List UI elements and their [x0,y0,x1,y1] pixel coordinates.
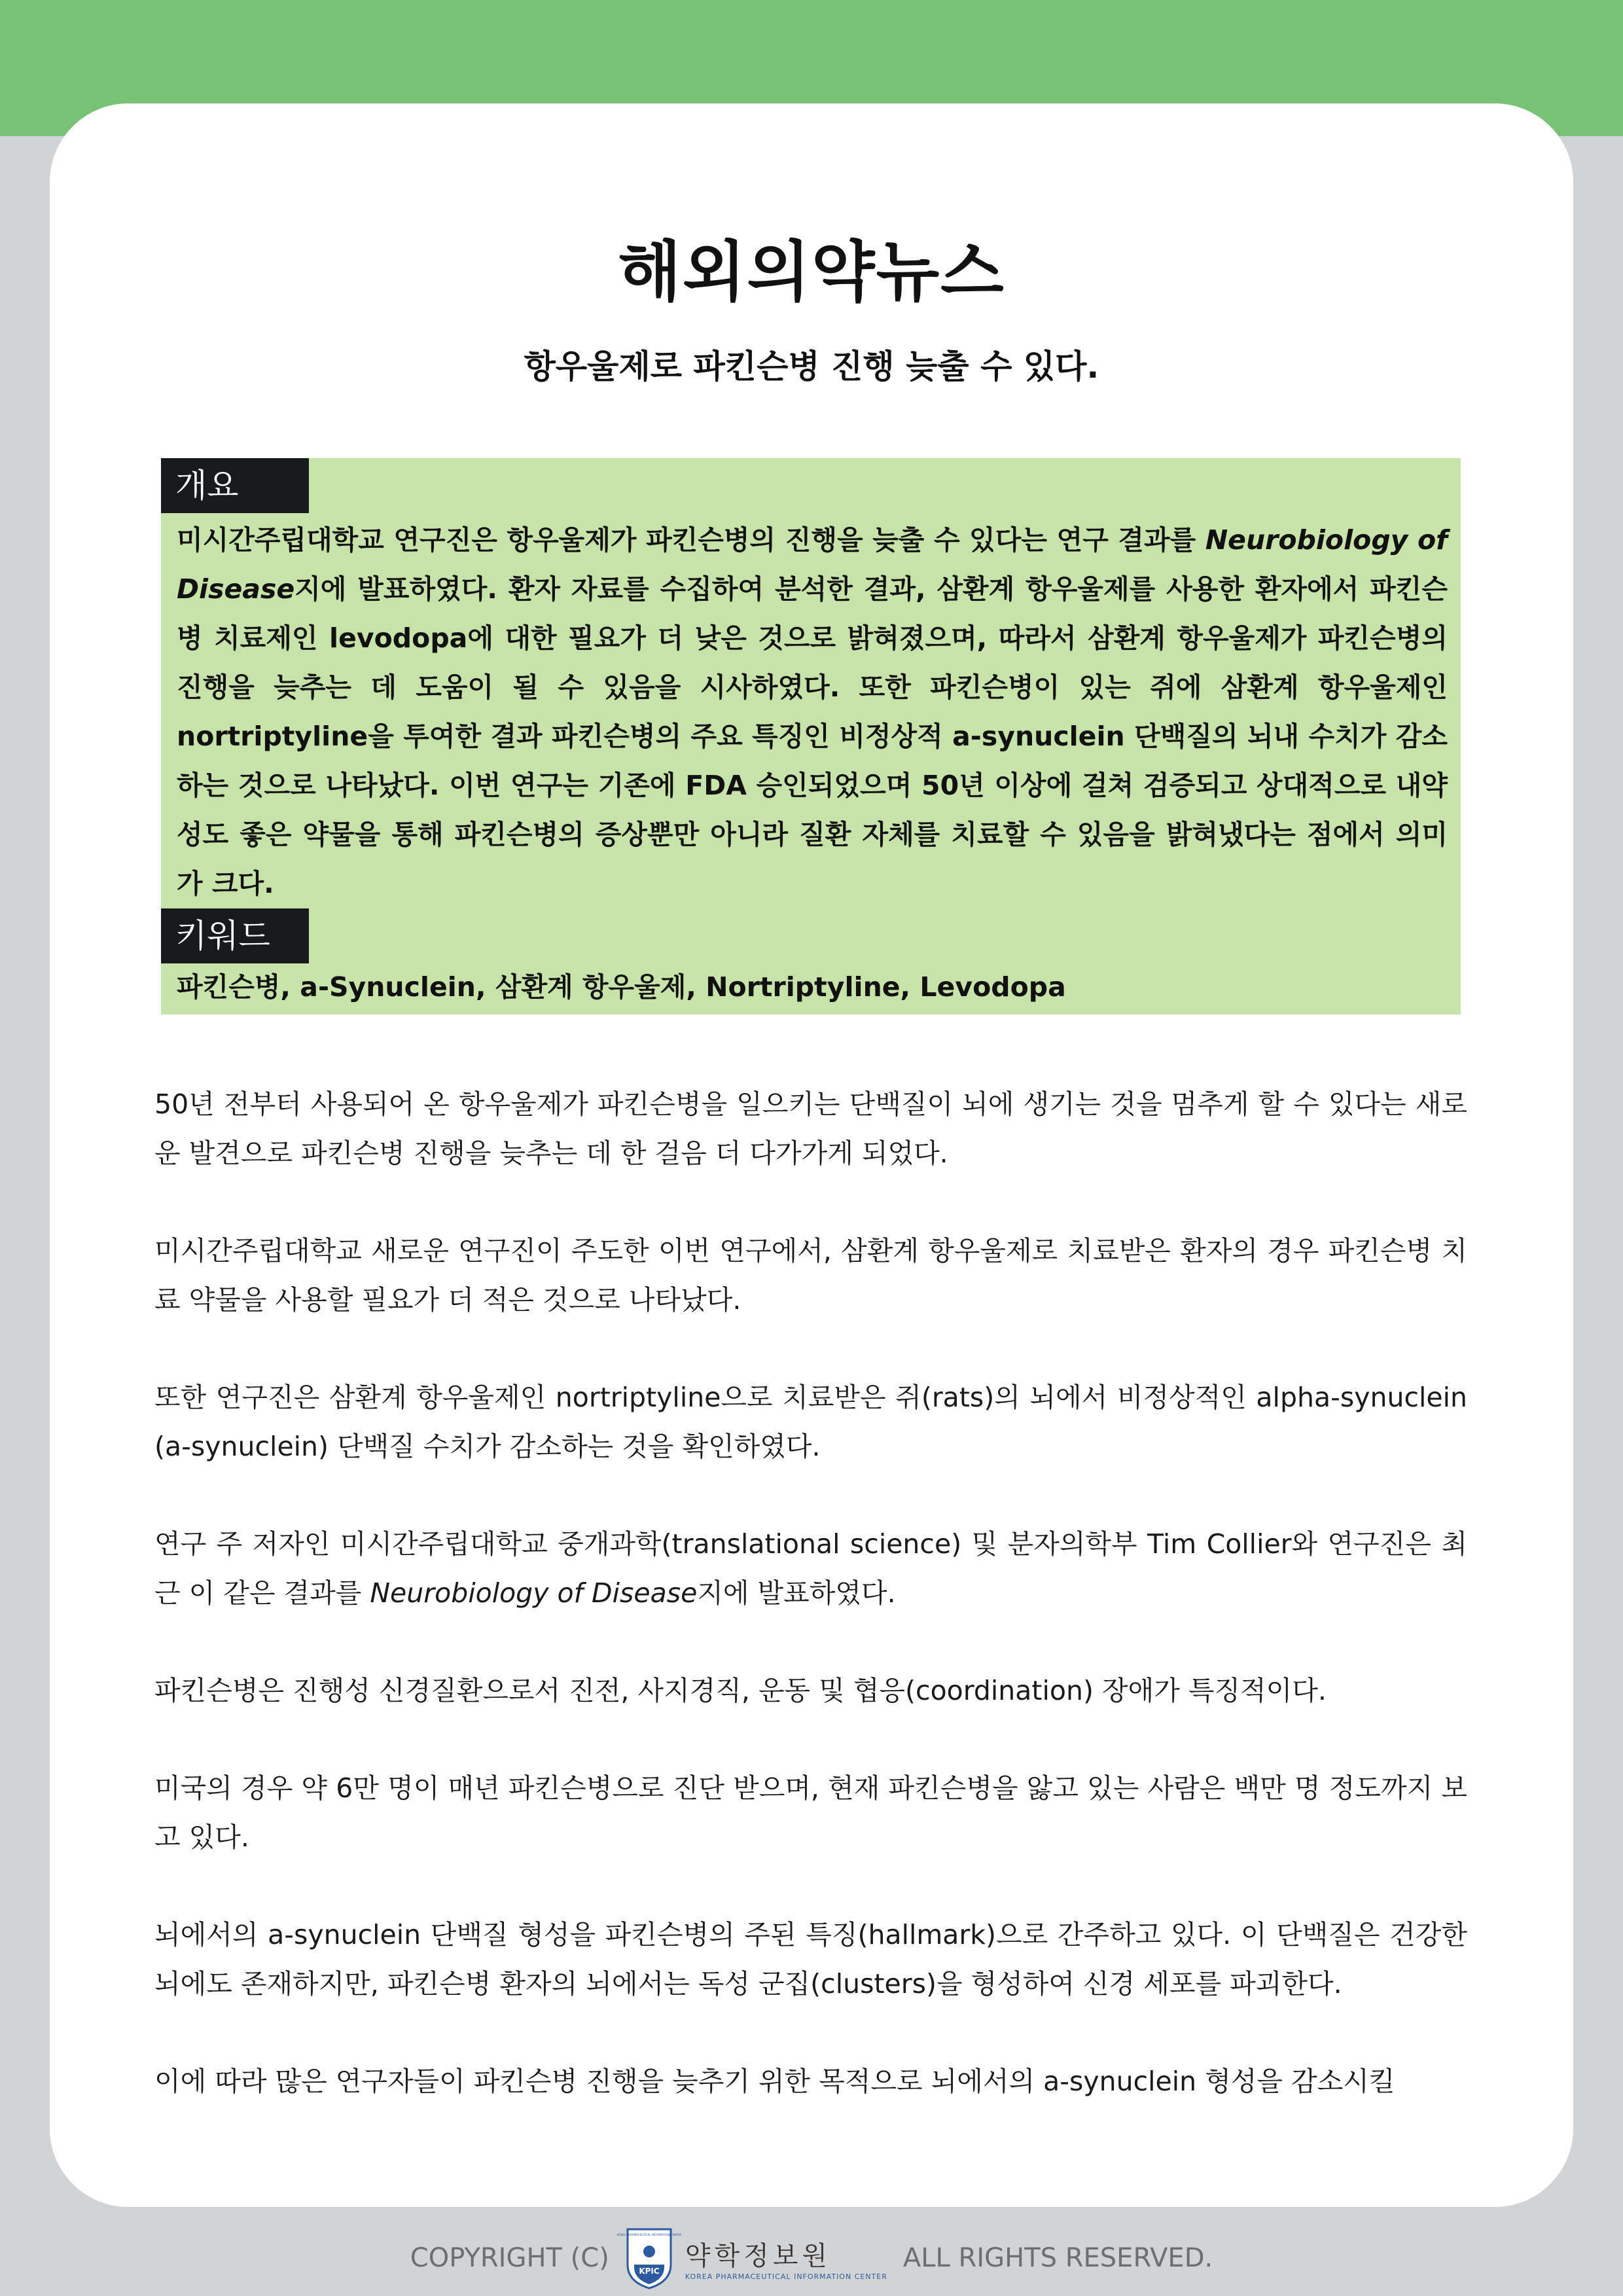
logo-text-block [685,2235,887,2281]
body-paragraph-8: 이에 따라 많은 연구자들이 파킨슨병 진행을 늦추기 위한 목적으로 뇌에서의 a-synuclein 형성을 감소시킬 [154,2066,1395,2097]
body-paragraph-6: 미국의 경우 약 6만 명이 매년 파킨슨병으로 진단 받으며, 현재 파킨슨병을 앓고 있는 사람은 백만 명 정도까지 보고 있다. [154,1772,1467,1853]
overview-text-part1: 미시간주립대학교 연구진은 항우울제가 파킨슨병의 진행을 늦출 수 있다는 연구 결과를 [177,524,1205,556]
body-paragraph-1: 50년 전부터 사용되어 온 항우울제가 파킨슨병을 일으키는 단백질이 뇌에 생기는 것을 멈추게 할 수 있다는 새로운 발견으로 파킨슨병 진행을 늦추는 데 한 걸음 더 다가가게 되었다. [154,1088,1467,1169]
overview-text [177,516,1448,908]
page-title: 해외의약뉴스 [618,234,1005,310]
org-name-korean: 약학정보원 [685,2241,832,2271]
body-paragraph-2: 미시간주립대학교 새로운 연구진이 주도한 이번 연구에서, 삼환계 항우울제로 치료받은 환자의 경우 파킨슨병 치료 약물을 사용할 필요가 더 적은 것으로 나타났다. [154,1235,1467,1316]
summary-box [161,458,1461,1014]
body-paragraph-7: 뇌에서의 a-synuclein 단백질 형성을 파킨슨병의 주된 특징(hallmark)으로 간주하고 있다. 이 단백질은 건강한 뇌에도 존재하지만, 파킨슨병 환자의 뇌에서는 독성 군집(clusters)을 형성하여 신경 세포를 파괴한다. [154,1919,1467,2000]
logo-seal-text: KOREA PHARMACEUTICAL INFORMATION CENTER [616,2233,681,2236]
body-paragraph-4-post: 지에 발표하였다. [697,1577,896,1609]
body-paragraph-5: 파킨슨병은 진행성 신경질환으로서 진전, 사지경직, 운동 및 협응(coordination) 장애가 특징적이다. [154,1675,1327,1706]
article-body [154,1080,1467,2155]
keyword-label: 키워드 [161,908,309,963]
overview-label: 개요 [161,458,309,513]
body-paragraph-4-journal: Neurobiology of Disease [370,1577,698,1609]
kpic-shield-icon [616,2227,681,2289]
kpic-logo [616,2227,887,2289]
overview-text-part2: 지에 발표하였다. 환자 자료를 수집하여 분석한 결과, 삼환계 항우울제를 사용한 환자에서 파킨슨병 치료제인 levodopa에 대한 필요가 더 낮은 것으로 밝혀졌으며, 따라서 삼환계 항우울제가 파킨슨병의 진행을 늦추는 데 도움이 될 수 있음을 시사하였다. 또한 파킨슨병이 있는 쥐에 삼환계 항우울제인 nortriptyline을 투여한 결과 파킨슨병의 주요 특징인 비정상적 a-synuclein 단백질의 뇌내 수치가 감소하는 것으로 나타났다. 이번 연구는 기존에 FDA 승인되었으며 50년 이상에 걸쳐 검증되고 상대적으로 내약성도 좋은 약물을 통해 파킨슨병의 증상뿐만 아니라 질환 자체를 치료할 수 있음을 밝혀냈다는 점에서 의미가 크다. [177,573,1448,899]
body-paragraph-3: 또한 연구진은 삼환계 항우울제인 nortriptyline으로 치료받은 쥐(rats)의 뇌에서 비정상적인 alpha-synuclein (a-synuclein) 단백질 수치가 감소하는 것을 확인하였다. [154,1382,1467,1462]
article-headline: 항우울제로 파킨슨병 진행 늦출 수 있다. [524,348,1099,386]
logo-mark-text: KPIC [639,2267,660,2276]
body-paragraph-4 [154,1520,1467,1618]
keywords-text: 파킨슨병, a-Synuclein, 삼환계 항우울제, Nortriptyline, Levodopa [177,971,1066,1003]
copyright-text: COPYRIGHT (C) [410,2243,609,2273]
org-name-english: KOREA PHARMACEUTICAL INFORMATION CENTER [685,2272,887,2281]
overview-journal-name: Neurobiology of Disease [177,524,1448,605]
footer [0,2222,1623,2294]
body-paragraph-4-pre: 연구 주 저자인 미시간주립대학교 중개과학(translational science) 및 분자의학부 Tim Collier와 연구진은 최근 이 같은 결과를 [154,1528,1467,1609]
rights-text: ALL RIGHTS RESERVED. [902,2243,1213,2273]
